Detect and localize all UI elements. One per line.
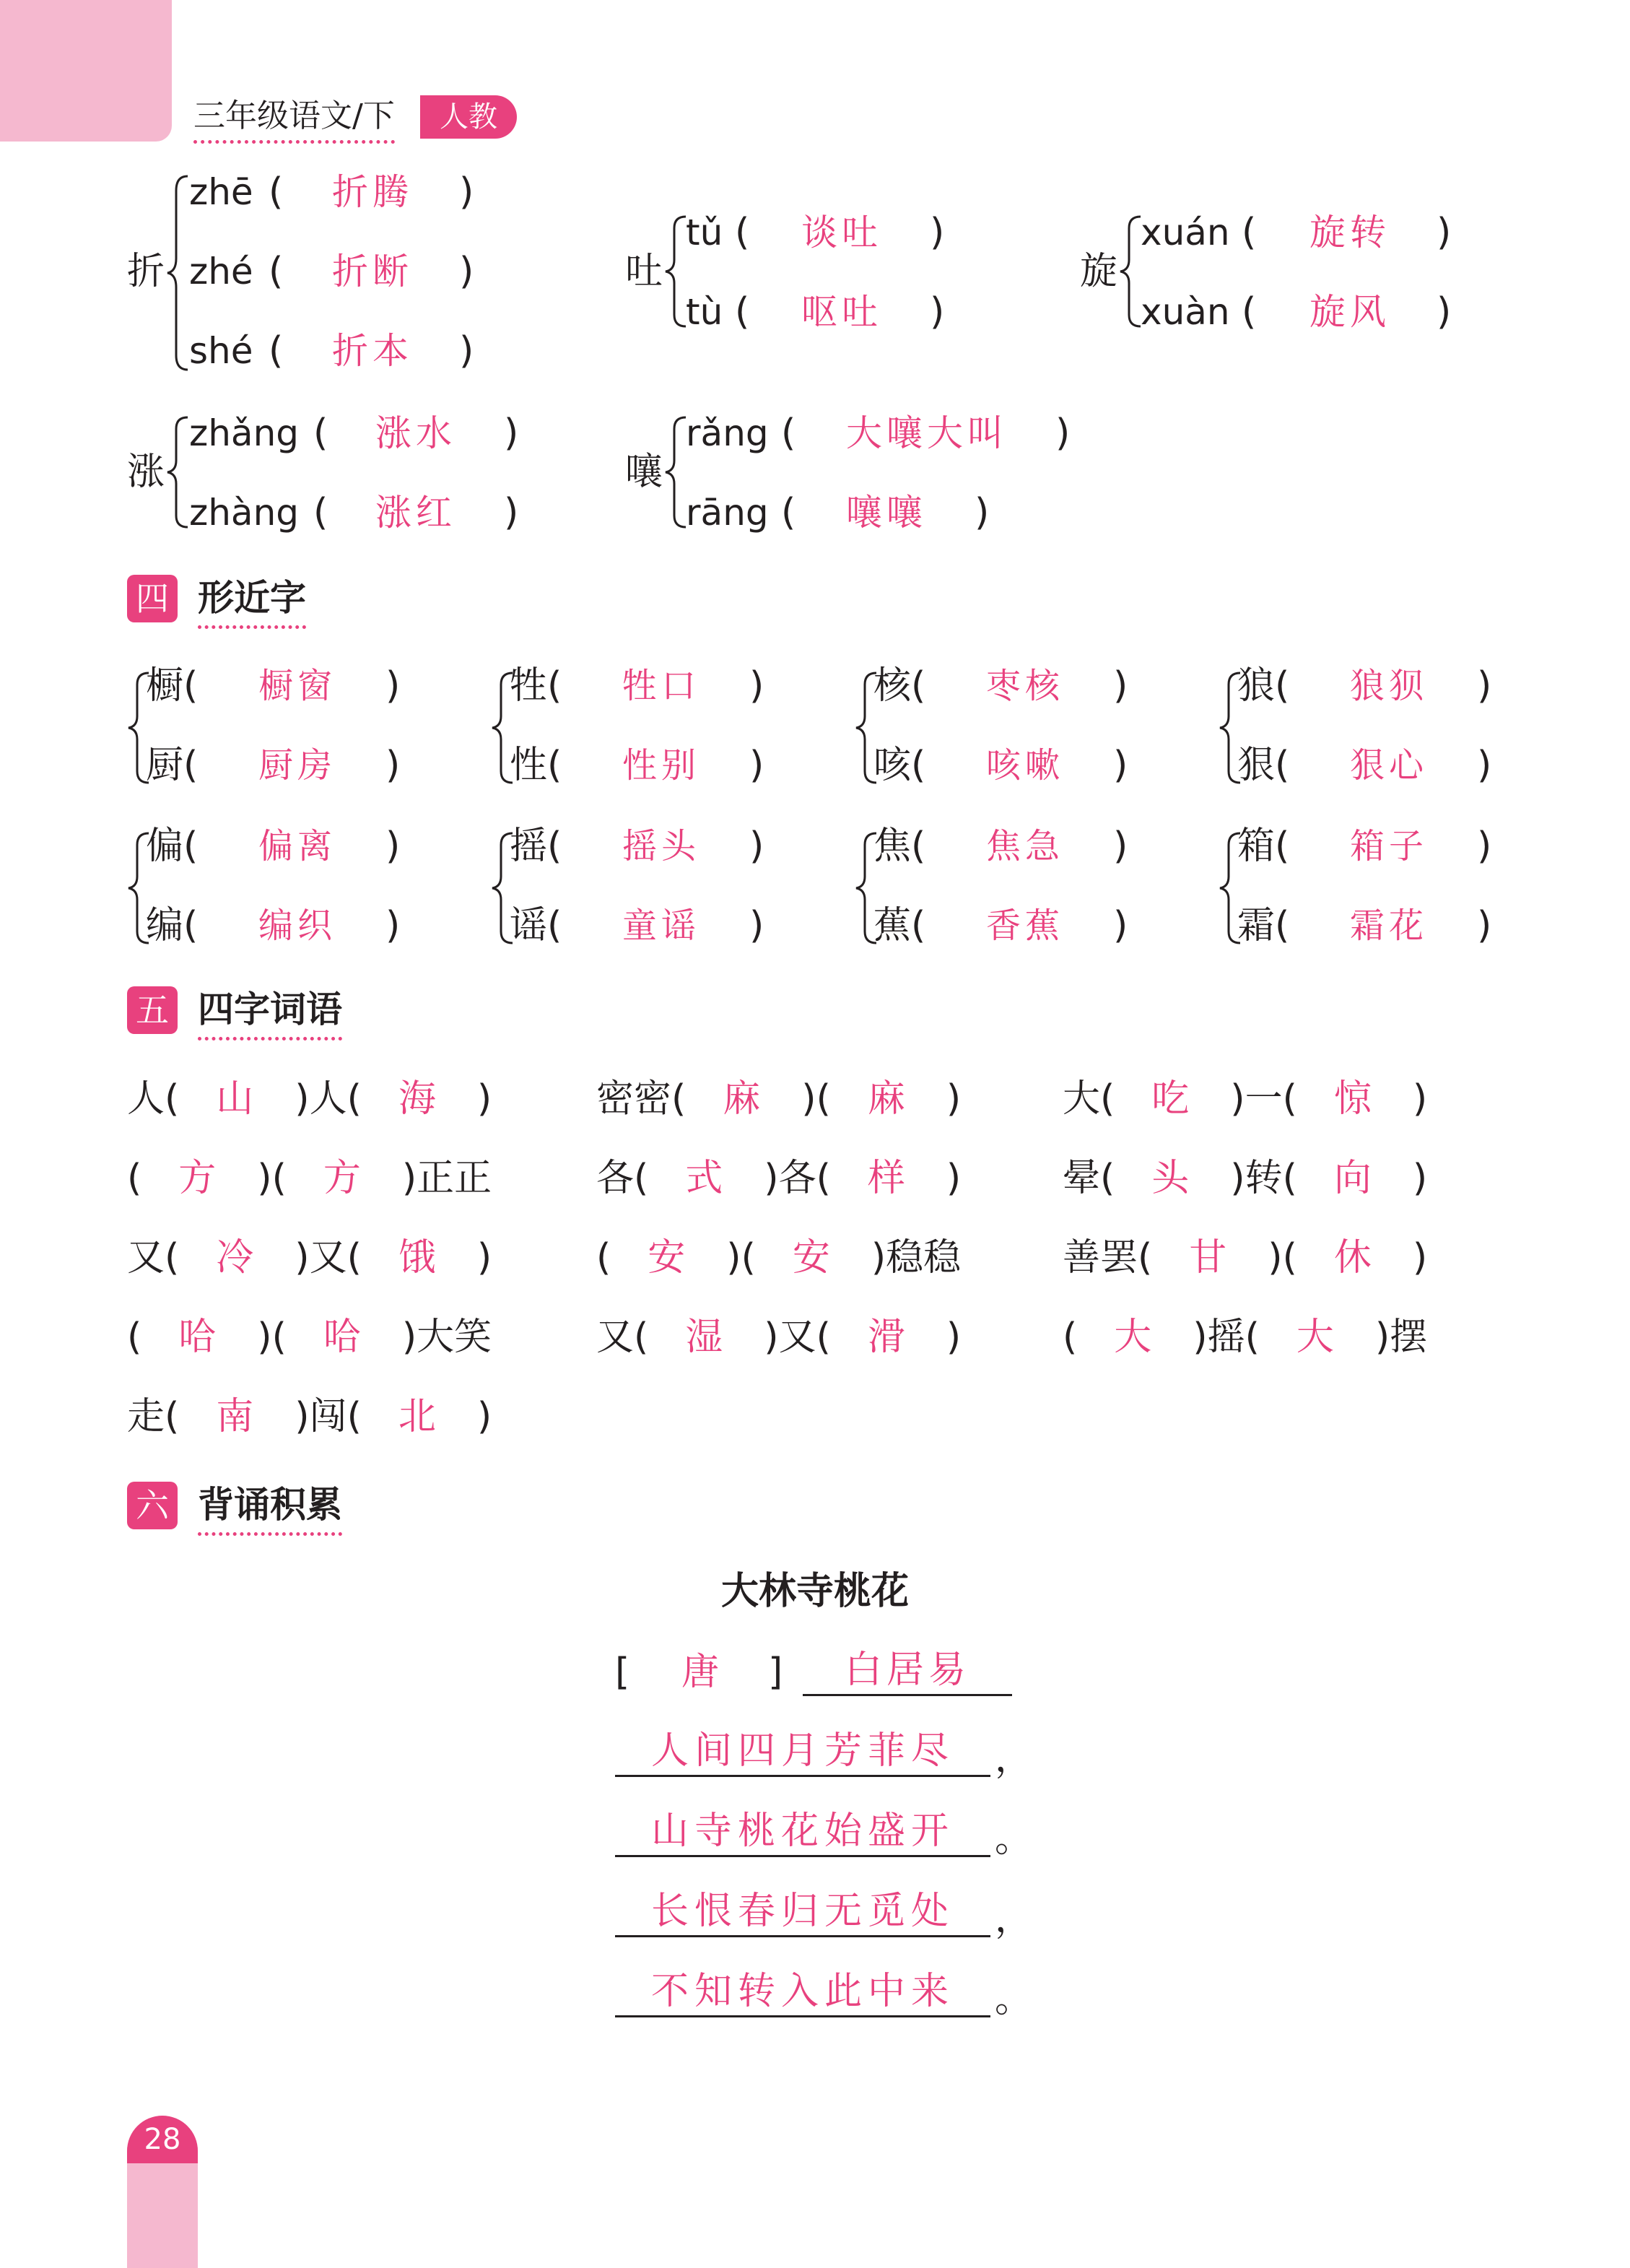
paren-close: ) (1477, 664, 1492, 708)
idiom-text: ( (1063, 1316, 1078, 1359)
similar-char: 咳( (873, 744, 926, 787)
idiom-text: 又( (596, 1316, 649, 1359)
answer-char: 头 (1151, 1157, 1194, 1200)
section-number: 六 (127, 1482, 178, 1529)
idiom-text: 密密( (596, 1077, 687, 1121)
similar-char: 摇( (510, 825, 562, 868)
idiom-text: 各( (596, 1157, 649, 1200)
answer-char: 向 (1333, 1157, 1376, 1200)
pinyin: tǔ (686, 212, 723, 253)
pinyin: rǎng (686, 412, 769, 454)
paren-close: ) (749, 744, 764, 787)
idiom-text: ) (1412, 1157, 1428, 1200)
pinyin: shé (189, 330, 253, 372)
idiom-item (127, 1077, 492, 1121)
idiom-item (1063, 1157, 1427, 1200)
answer-word: 涨红 (375, 492, 456, 534)
idiom-item (1063, 1236, 1427, 1279)
paren-close: ) (1113, 825, 1128, 868)
answer-word: 嚷嚷 (846, 492, 927, 534)
answer-char: 湿 (685, 1316, 728, 1359)
answer-char: 北 (398, 1395, 440, 1438)
idiom-text: 晕( (1063, 1157, 1115, 1200)
pinyin: zhé (189, 251, 253, 292)
answer-word: 偏离 (258, 826, 337, 866)
answer-char: 山 (216, 1077, 258, 1121)
polyphone-char: 折 (127, 250, 165, 293)
answer-word: 童谣 (622, 905, 701, 946)
idiom-text: )大笑 (401, 1316, 492, 1359)
page-number-tab (127, 2116, 198, 2268)
answer-char: 安 (792, 1236, 834, 1279)
idiom-item (127, 1395, 492, 1438)
poem-line: 长恨春归无觅处 (615, 1887, 990, 1937)
idiom-text: )闯( (295, 1395, 362, 1438)
idiom-text: ) (946, 1077, 962, 1121)
section-title: 四字词语 (198, 986, 342, 1040)
paren-close: ) (385, 825, 401, 868)
idiom-text: ) (1412, 1236, 1428, 1279)
similar-char: 性( (510, 744, 562, 787)
idiom-text: )摆 (1374, 1316, 1428, 1359)
idiom-text: 善罢( (1063, 1236, 1153, 1279)
answer-char: 惊 (1333, 1077, 1376, 1121)
idiom-text: ) (476, 1236, 492, 1279)
answer-word: 狠心 (1350, 745, 1429, 786)
idiom-text: 人( (127, 1077, 180, 1121)
poem-punct: 。 (995, 1817, 1033, 1861)
answer-char: 方 (323, 1157, 365, 1200)
idiom-item (127, 1157, 492, 1200)
answer-word: 谈吐 (801, 212, 882, 253)
brace-icon (1119, 214, 1143, 329)
idiom-text: ) (946, 1157, 962, 1200)
similar-char: 厨( (146, 744, 199, 787)
answer-char: 冷 (216, 1236, 258, 1279)
answer-char: 哈 (323, 1316, 365, 1359)
answer-char: 甘 (1189, 1236, 1232, 1279)
idiom-text: ( (127, 1316, 142, 1359)
bracket-close: ] (768, 1651, 783, 1694)
pinyin: xuán (1141, 212, 1230, 253)
polyphone-char: 旋 (1080, 250, 1118, 293)
idiom-item (1063, 1316, 1427, 1359)
similar-char: 偏( (146, 825, 199, 868)
brace-icon (664, 214, 689, 329)
idiom-text: )( (257, 1157, 287, 1200)
paren-close: ) (385, 904, 401, 947)
answer-char: 麻 (723, 1077, 765, 1121)
poem-dynasty: 唐 (681, 1651, 724, 1694)
answer-char: 大 (1114, 1316, 1156, 1359)
idiom-text: ) (476, 1077, 492, 1121)
similar-char: 蕉( (873, 904, 926, 947)
idiom-text: )正正 (401, 1157, 492, 1200)
paren-close: ) (385, 744, 401, 787)
bracket-open: [ (615, 1651, 630, 1694)
idiom-text: )又( (295, 1236, 362, 1279)
answer-char: 方 (178, 1157, 221, 1200)
pinyin: xuàn (1141, 291, 1230, 333)
paren-close: ) (1113, 664, 1128, 708)
pinyin: zhàng (189, 492, 300, 534)
idiom-text: ( (596, 1236, 611, 1279)
answer-word: 香蕉 (986, 905, 1065, 946)
answer-char: 海 (398, 1077, 440, 1121)
answer-word: 厨房 (258, 745, 337, 786)
page-number: 28 (127, 2116, 198, 2163)
answer-word: 焦急 (986, 826, 1065, 866)
poem-punct: 。 (995, 1978, 1033, 2021)
idiom-text: )人( (295, 1077, 362, 1121)
polyphone-char: 嚷 (625, 451, 663, 494)
similar-char: 核( (873, 664, 926, 708)
paren-close: ) (1477, 825, 1492, 868)
similar-char: 箱( (1237, 825, 1290, 868)
idiom-text: )转( (1230, 1157, 1297, 1200)
answer-word: 编织 (258, 905, 337, 946)
paren-close: ) (749, 664, 764, 708)
pinyin: zhē (189, 171, 253, 213)
section-title: 形近字 (198, 575, 306, 629)
idiom-text: )一( (1230, 1077, 1297, 1121)
grade-label: 三年级语文/下 (193, 95, 395, 144)
answer-char: 南 (216, 1395, 258, 1438)
poem-punct: ， (995, 1737, 1033, 1781)
answer-word: 箱子 (1350, 826, 1429, 866)
idiom-text: )各( (764, 1157, 831, 1200)
similar-char: 谣( (510, 904, 562, 947)
answer-word: 摇头 (622, 826, 701, 866)
similar-char: 牲( (510, 664, 562, 708)
pinyin: rāng (686, 492, 769, 534)
answer-char: 休 (1333, 1236, 1376, 1279)
paren-close: ) (749, 825, 764, 868)
answer-word: 橱窗 (258, 666, 337, 706)
answer-word: 折断 (332, 251, 413, 292)
answer-word: 咳嗽 (986, 745, 1065, 786)
idiom-item (1063, 1077, 1427, 1121)
idiom-text: 又( (127, 1236, 180, 1279)
answer-word: 霜花 (1350, 905, 1429, 946)
idiom-text: ) (1412, 1077, 1428, 1121)
answer-char: 吃 (1151, 1077, 1194, 1121)
section-number: 四 (127, 575, 178, 622)
idiom-item (596, 1316, 961, 1359)
answer-word: 枣核 (986, 666, 1065, 706)
answer-word: 大嚷大叫 (846, 412, 1008, 454)
idiom-text: ( (127, 1157, 142, 1200)
answer-word: 折腾 (332, 171, 413, 213)
poem-line: 不知转入此中来 (615, 1968, 990, 2017)
poem-line: 山寺桃花始盛开 (615, 1807, 990, 1857)
polyphone-char: 吐 (625, 250, 663, 293)
similar-char: 编( (146, 904, 199, 947)
answer-char: 麻 (867, 1077, 910, 1121)
answer-char: 式 (685, 1157, 728, 1200)
idiom-item (127, 1316, 492, 1359)
poem-title: 大林寺桃花 (720, 1570, 909, 1613)
edition-badge: 人教 (420, 95, 517, 139)
idiom-item (127, 1236, 492, 1279)
poem-punct: ， (995, 1898, 1033, 1941)
brace-icon (166, 414, 191, 530)
answer-word: 旋风 (1309, 291, 1390, 333)
answer-char: 安 (648, 1236, 690, 1279)
answer-char: 大 (1296, 1316, 1338, 1359)
answer-char: 哈 (178, 1316, 221, 1359)
similar-char: 狠( (1237, 744, 1290, 787)
idiom-text: )( (726, 1236, 756, 1279)
similar-char: 橱( (146, 664, 199, 708)
answer-char: 样 (867, 1157, 910, 1200)
answer-word: 旋转 (1309, 212, 1390, 253)
idiom-text: ) (946, 1316, 962, 1359)
answer-word: 性别 (622, 745, 701, 786)
idiom-text: 走( (127, 1395, 180, 1438)
idiom-text: )摇( (1193, 1316, 1260, 1359)
answer-word: 牲口 (622, 666, 701, 706)
answer-char: 饿 (398, 1236, 440, 1279)
section-number: 五 (127, 986, 178, 1034)
section-title: 背诵积累 (198, 1482, 342, 1536)
paren-close: ) (1113, 744, 1128, 787)
idiom-item (596, 1157, 961, 1200)
corner-tab (0, 0, 172, 142)
idiom-text: )又( (764, 1316, 831, 1359)
brace-icon (664, 414, 689, 530)
paren-close: ) (385, 664, 401, 708)
similar-char: 霜( (1237, 904, 1290, 947)
idiom-text: )稳稳 (871, 1236, 962, 1279)
pinyin: tù (686, 291, 723, 333)
paren-close: ) (1477, 744, 1492, 787)
paren-close: ) (749, 904, 764, 947)
poem-author: 白居易 (803, 1646, 1012, 1696)
answer-word: 折本 (332, 330, 413, 372)
brace-icon (166, 173, 191, 373)
idiom-text: ) (476, 1395, 492, 1438)
idiom-item (596, 1077, 961, 1121)
idiom-text: 大( (1063, 1077, 1115, 1121)
paren-close: ) (1113, 904, 1128, 947)
idiom-text: )( (801, 1077, 831, 1121)
similar-char: 狼( (1237, 664, 1290, 708)
paren-close: ) (1477, 904, 1492, 947)
idiom-text: )( (1268, 1236, 1297, 1279)
answer-word: 狼狈 (1350, 666, 1429, 706)
idiom-text: )( (257, 1316, 287, 1359)
polyphone-char: 涨 (127, 451, 165, 494)
idiom-item (596, 1236, 961, 1279)
pinyin: zhǎng (189, 412, 300, 454)
poem-line: 人间四月芳菲尽 (615, 1727, 990, 1777)
answer-word: 呕吐 (801, 291, 882, 333)
answer-char: 滑 (867, 1316, 910, 1359)
similar-char: 焦( (873, 825, 926, 868)
answer-word: 涨水 (375, 412, 456, 454)
